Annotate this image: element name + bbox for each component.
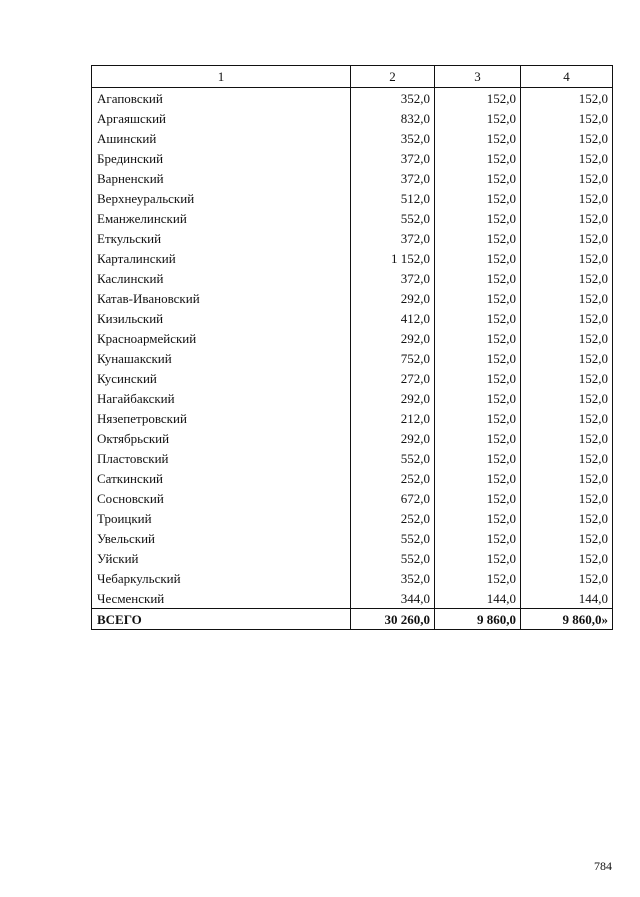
table-header-row <box>92 66 613 88</box>
value-col-2: 272,0 <box>351 368 435 388</box>
value-col-3: 152,0 <box>435 128 521 148</box>
value-col-2: 412,0 <box>351 308 435 328</box>
value-col-2: 512,0 <box>351 188 435 208</box>
district-name: Увельский <box>92 528 351 548</box>
value-col-2: 352,0 <box>351 128 435 148</box>
value-col-3: 152,0 <box>435 508 521 528</box>
value-col-4: 152,0 <box>521 448 613 468</box>
district-name: Кизильский <box>92 308 351 328</box>
table-row <box>92 508 613 528</box>
table-row <box>92 548 613 568</box>
value-col-2: 1 152,0 <box>351 248 435 268</box>
total-label: ВСЕГО <box>92 609 351 630</box>
value-col-2: 832,0 <box>351 108 435 128</box>
value-col-2: 752,0 <box>351 348 435 368</box>
district-name: Красноармейский <box>92 328 351 348</box>
value-col-2: 552,0 <box>351 448 435 468</box>
value-col-3: 152,0 <box>435 428 521 448</box>
value-col-4: 152,0 <box>521 308 613 328</box>
value-col-2: 352,0 <box>351 568 435 588</box>
value-col-3: 144,0 <box>435 588 521 609</box>
district-name: Нязепетровский <box>92 408 351 428</box>
district-name: Агаповский <box>92 88 351 109</box>
value-col-3: 152,0 <box>435 208 521 228</box>
table-row <box>92 348 613 368</box>
value-col-4: 152,0 <box>521 428 613 448</box>
table-row <box>92 368 613 388</box>
value-col-2: 292,0 <box>351 328 435 348</box>
district-name: Катав-Ивановский <box>92 288 351 308</box>
value-col-4: 152,0 <box>521 208 613 228</box>
value-col-2: 212,0 <box>351 408 435 428</box>
value-col-3: 152,0 <box>435 468 521 488</box>
value-col-2: 252,0 <box>351 468 435 488</box>
district-name: Ашинский <box>92 128 351 148</box>
page-number: 784 <box>594 859 612 873</box>
column-header-2: 2 <box>351 66 435 88</box>
district-name: Верхнеуральский <box>92 188 351 208</box>
table-row <box>92 108 613 128</box>
value-col-4: 152,0 <box>521 248 613 268</box>
district-name: Аргаяшский <box>92 108 351 128</box>
value-col-2: 372,0 <box>351 168 435 188</box>
value-col-2: 344,0 <box>351 588 435 609</box>
table-row <box>92 308 613 328</box>
value-col-3: 152,0 <box>435 268 521 288</box>
value-col-3: 152,0 <box>435 568 521 588</box>
value-col-4: 152,0 <box>521 268 613 288</box>
value-col-4: 152,0 <box>521 488 613 508</box>
column-header-4: 4 <box>521 66 613 88</box>
value-col-3: 152,0 <box>435 88 521 109</box>
table-row <box>92 268 613 288</box>
value-col-3: 152,0 <box>435 348 521 368</box>
table-row <box>92 288 613 308</box>
allocation-table <box>91 65 613 630</box>
table-row <box>92 488 613 508</box>
table-row <box>92 588 613 609</box>
value-col-3: 152,0 <box>435 408 521 428</box>
district-name: Чесменский <box>92 588 351 609</box>
district-name: Октябрьский <box>92 428 351 448</box>
column-header-3: 3 <box>435 66 521 88</box>
value-col-3: 152,0 <box>435 528 521 548</box>
total-col-4: 9 860,0» <box>521 609 613 630</box>
value-col-3: 152,0 <box>435 248 521 268</box>
district-name: Пластовский <box>92 448 351 468</box>
district-name: Нагайбакский <box>92 388 351 408</box>
value-col-3: 152,0 <box>435 188 521 208</box>
district-name: Карталинский <box>92 248 351 268</box>
value-col-4: 152,0 <box>521 288 613 308</box>
value-col-3: 152,0 <box>435 548 521 568</box>
district-name: Еманжелинский <box>92 208 351 228</box>
table-row <box>92 168 613 188</box>
district-name: Чебаркульский <box>92 568 351 588</box>
total-col-3: 9 860,0 <box>435 609 521 630</box>
table-row <box>92 528 613 548</box>
table-row <box>92 88 613 109</box>
value-col-2: 552,0 <box>351 208 435 228</box>
value-col-3: 152,0 <box>435 448 521 468</box>
value-col-4: 152,0 <box>521 508 613 528</box>
table-row <box>92 468 613 488</box>
value-col-4: 152,0 <box>521 348 613 368</box>
value-col-3: 152,0 <box>435 368 521 388</box>
table-row <box>92 208 613 228</box>
district-name: Кусинский <box>92 368 351 388</box>
district-name: Кунашакский <box>92 348 351 368</box>
total-row <box>92 609 613 630</box>
table-row <box>92 328 613 348</box>
table-row <box>92 448 613 468</box>
value-col-2: 552,0 <box>351 548 435 568</box>
value-col-4: 144,0 <box>521 588 613 609</box>
value-col-2: 252,0 <box>351 508 435 528</box>
total-col-2: 30 260,0 <box>351 609 435 630</box>
table-row <box>92 148 613 168</box>
value-col-3: 152,0 <box>435 308 521 328</box>
value-col-2: 292,0 <box>351 288 435 308</box>
table-row <box>92 388 613 408</box>
value-col-4: 152,0 <box>521 228 613 248</box>
value-col-4: 152,0 <box>521 568 613 588</box>
value-col-4: 152,0 <box>521 328 613 348</box>
table-row <box>92 568 613 588</box>
value-col-4: 152,0 <box>521 388 613 408</box>
district-name: Саткинский <box>92 468 351 488</box>
value-col-4: 152,0 <box>521 108 613 128</box>
table-row <box>92 228 613 248</box>
value-col-2: 672,0 <box>351 488 435 508</box>
table-row <box>92 128 613 148</box>
table-body <box>92 88 613 609</box>
value-col-4: 152,0 <box>521 148 613 168</box>
value-col-3: 152,0 <box>435 168 521 188</box>
value-col-4: 152,0 <box>521 168 613 188</box>
table-row <box>92 428 613 448</box>
table-row <box>92 188 613 208</box>
value-col-3: 152,0 <box>435 288 521 308</box>
value-col-3: 152,0 <box>435 228 521 248</box>
value-col-3: 152,0 <box>435 148 521 168</box>
value-col-4: 152,0 <box>521 468 613 488</box>
table-row <box>92 248 613 268</box>
value-col-4: 152,0 <box>521 408 613 428</box>
value-col-2: 292,0 <box>351 388 435 408</box>
column-header-1: 1 <box>92 66 351 88</box>
district-name: Сосновский <box>92 488 351 508</box>
value-col-2: 352,0 <box>351 88 435 109</box>
value-col-4: 152,0 <box>521 368 613 388</box>
value-col-4: 152,0 <box>521 88 613 109</box>
district-name: Брединский <box>92 148 351 168</box>
district-name: Каслинский <box>92 268 351 288</box>
value-col-3: 152,0 <box>435 488 521 508</box>
value-col-2: 372,0 <box>351 148 435 168</box>
value-col-2: 552,0 <box>351 528 435 548</box>
value-col-3: 152,0 <box>435 108 521 128</box>
value-col-3: 152,0 <box>435 328 521 348</box>
district-name: Еткульский <box>92 228 351 248</box>
value-col-4: 152,0 <box>521 128 613 148</box>
value-col-4: 152,0 <box>521 188 613 208</box>
district-name: Варненский <box>92 168 351 188</box>
district-name: Уйский <box>92 548 351 568</box>
value-col-3: 152,0 <box>435 388 521 408</box>
table-row <box>92 408 613 428</box>
value-col-2: 292,0 <box>351 428 435 448</box>
value-col-2: 372,0 <box>351 268 435 288</box>
district-name: Троицкий <box>92 508 351 528</box>
value-col-4: 152,0 <box>521 548 613 568</box>
value-col-4: 152,0 <box>521 528 613 548</box>
value-col-2: 372,0 <box>351 228 435 248</box>
